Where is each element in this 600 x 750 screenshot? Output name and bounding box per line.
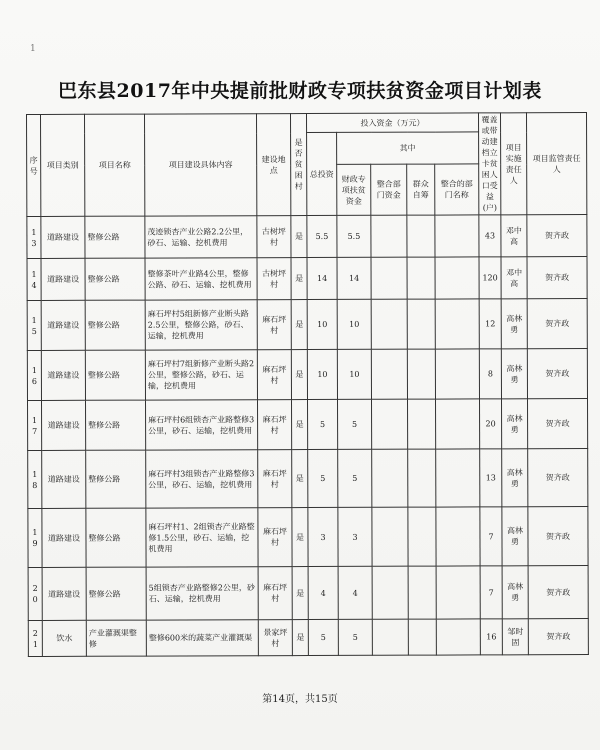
cell-dept-name — [435, 299, 479, 349]
cell-households: 13 — [480, 449, 502, 507]
cell-implementer: 邓中高 — [501, 257, 527, 299]
header-of-which: 其中 — [337, 132, 479, 164]
cell-self — [408, 566, 436, 619]
cell-location: 古树坪村 — [257, 258, 291, 300]
cell-seq: 18 — [28, 450, 42, 508]
cell-total: 10 — [307, 349, 337, 399]
cell-content: 5组锁杏产业路整修2公里，砂石、运输，挖机费用 — [146, 567, 258, 620]
cell-seq: 14 — [27, 258, 41, 300]
cell-dept — [372, 566, 408, 619]
cell-implementer: 高林勇 — [502, 449, 528, 507]
cell-fiscal: 10 — [337, 299, 371, 349]
header-poor-village: 是否贫困村 — [291, 114, 307, 216]
cell-category: 道路建设 — [41, 300, 85, 350]
header-self-raised: 群众自筹 — [407, 164, 435, 215]
cell-households: 12 — [479, 299, 501, 349]
table-row — [28, 507, 588, 568]
table-row — [28, 619, 588, 657]
cell-fiscal: 5 — [338, 449, 372, 507]
cell-self — [408, 449, 436, 507]
cell-households: 43 — [479, 215, 501, 257]
cell-implementer: 高林勇 — [502, 566, 528, 619]
cell-supervisor: 贺齐政 — [528, 566, 588, 619]
table-row — [27, 349, 587, 401]
cell-implementer: 高林勇 — [502, 399, 528, 449]
cell-location: 麻石坪村 — [257, 400, 291, 450]
page-footer: 第14页，共15页 — [262, 694, 338, 705]
table-row — [27, 257, 587, 301]
header-integrated-dept-name: 整合的部门名称 — [435, 164, 479, 215]
cell-poor: 是 — [292, 567, 308, 620]
cell-dept-name — [435, 257, 479, 299]
cell-fiscal: 3 — [338, 507, 372, 566]
cell-fiscal: 14 — [337, 257, 371, 299]
cell-supervisor: 贺齐政 — [528, 507, 588, 566]
cell-location: 景家坪村 — [258, 620, 292, 656]
header-integrated-dept-fund: 整合部门资金 — [371, 164, 407, 215]
cell-poor: 是 — [292, 450, 308, 508]
cell-total: 14 — [307, 257, 337, 299]
cell-households: 20 — [480, 399, 502, 449]
cell-seq: 15 — [27, 300, 41, 350]
cell-content: 茂迹锁杏产业公路2.2公里，砂石、运输、挖机费用 — [145, 216, 257, 258]
cell-fiscal: 4 — [338, 566, 372, 619]
cell-households: 7 — [480, 507, 502, 566]
cell-dept — [371, 215, 407, 257]
cell-dept — [371, 257, 407, 299]
cell-total: 5 — [307, 399, 337, 449]
cell-dept-name — [436, 566, 480, 619]
cell-content: 麻石坪村6组锁杏产业路整修3公里，砂石、运输，挖机费用 — [145, 400, 257, 450]
cell-supervisor: 贺齐政 — [527, 257, 587, 299]
cell-dept-name — [436, 619, 480, 655]
cell-location: 麻石坪村 — [258, 567, 292, 620]
cell-total: 5 — [308, 619, 338, 655]
header-investment: 投入资金（万元） — [307, 113, 479, 133]
cell-location: 麻石坪村 — [257, 350, 291, 400]
cell-content: 整修茶叶产业路4公里，整修公路、砂石、运输、挖机费用 — [145, 258, 257, 300]
cell-category: 饮水 — [42, 620, 86, 656]
cell-dept — [372, 449, 408, 507]
cell-self — [407, 257, 435, 299]
cell-poor: 是 — [291, 216, 307, 258]
cell-self — [408, 507, 436, 566]
header-households: 覆盖或带动建档立卡贫困人口受益(户) — [479, 113, 501, 215]
cell-implementer: 邹时固 — [502, 619, 528, 655]
cell-supervisor: 贺齐政 — [527, 349, 587, 399]
corner-mark: 1 — [30, 44, 40, 54]
cell-category: 道路建设 — [42, 450, 86, 508]
header-location: 建设地点 — [257, 114, 291, 216]
cell-fiscal: 5 — [338, 619, 372, 655]
cell-name: 整修公路 — [85, 216, 145, 258]
cell-name: 整修公路 — [85, 258, 145, 300]
header-implementer: 项目实施责任人 — [501, 113, 527, 215]
cell-seq: 21 — [28, 620, 42, 656]
cell-content: 麻石坪村3组锁杏产业路整修3公里，砂石、运输，挖机费用 — [146, 450, 258, 508]
cell-name: 整修公路 — [85, 350, 145, 400]
cell-category: 道路建设 — [41, 400, 85, 450]
cell-location: 麻石坪村 — [257, 300, 291, 350]
cell-location: 麻石坪村 — [258, 450, 292, 508]
cell-poor: 是 — [291, 350, 307, 400]
cell-location: 麻石坪村 — [258, 508, 292, 567]
cell-households: 120 — [479, 257, 501, 299]
cell-seq: 13 — [27, 216, 41, 258]
cell-content: 整修600米的蔬菜产业灌溉渠 — [146, 620, 258, 656]
cell-seq: 20 — [28, 567, 42, 620]
header-name: 项目名称 — [85, 114, 145, 216]
cell-implementer: 高林勇 — [502, 507, 528, 566]
cell-self — [407, 399, 435, 449]
cell-total: 3 — [308, 507, 338, 566]
header-content: 项目建设具体内容 — [145, 114, 257, 216]
cell-supervisor: 贺齐政 — [527, 215, 587, 257]
cell-total: 5.5 — [307, 215, 337, 257]
page-title: 巴东县2017年中央提前批财政专项扶贫资金项目计划表 — [58, 80, 542, 102]
cell-self — [408, 619, 436, 655]
cell-dept — [371, 399, 407, 449]
cell-seq: 17 — [28, 400, 42, 450]
cell-dept-name — [436, 507, 480, 566]
table-row — [27, 299, 587, 351]
cell-poor: 是 — [291, 300, 307, 350]
cell-dept — [372, 619, 408, 655]
cell-name: 产业灌溉渠整修 — [86, 620, 146, 656]
cell-total: 5 — [308, 449, 338, 507]
table-row — [28, 399, 588, 451]
cell-poor: 是 — [291, 258, 307, 300]
header-row — [27, 113, 587, 134]
header-supervisor: 项目监管责任人 — [527, 113, 587, 215]
cell-dept-name — [435, 215, 479, 257]
table-row — [28, 566, 588, 621]
cell-poor: 是 — [291, 400, 307, 450]
cell-dept — [372, 507, 408, 566]
cell-supervisor: 贺齐政 — [528, 449, 588, 507]
cell-poor: 是 — [292, 508, 308, 567]
header-fiscal-fund: 财政专项扶贫资金 — [337, 164, 371, 215]
cell-category: 道路建设 — [41, 350, 85, 400]
cell-content: 麻石坪村5组新修产业断头路2.5公里，整修公路，砂石、运输，挖机费用 — [145, 300, 257, 350]
header-seq: 序号 — [27, 114, 41, 216]
cell-category: 道路建设 — [41, 258, 85, 300]
cell-supervisor: 贺齐政 — [527, 299, 587, 349]
cell-content: 麻石坪村1、2组锁杏产业路整修1.5公里，砂石、运输，挖机费用 — [146, 508, 258, 567]
table-row — [28, 449, 588, 509]
cell-name: 整修公路 — [85, 300, 145, 350]
cell-supervisor: 贺齐政 — [528, 399, 588, 449]
cell-implementer: 高林勇 — [501, 299, 527, 349]
cell-dept — [371, 299, 407, 349]
cell-households: 7 — [480, 566, 502, 619]
cell-dept-name — [435, 399, 479, 449]
cell-households: 8 — [479, 349, 501, 399]
cell-category: 道路建设 — [41, 216, 85, 258]
cell-total: 4 — [308, 566, 338, 619]
cell-category: 道路建设 — [42, 567, 86, 620]
header-total: 总投资 — [307, 132, 337, 215]
table-row — [27, 215, 587, 259]
cell-self — [407, 299, 435, 349]
cell-fiscal: 5 — [337, 399, 371, 449]
cell-self — [407, 349, 435, 399]
header-category: 项目类别 — [41, 114, 85, 216]
cell-poor: 是 — [292, 620, 308, 656]
project-plan-table — [26, 112, 589, 657]
cell-total: 10 — [307, 299, 337, 349]
cell-category: 道路建设 — [42, 508, 86, 567]
cell-name: 整修公路 — [86, 508, 146, 567]
cell-fiscal: 5.5 — [337, 215, 371, 257]
cell-households: 16 — [480, 619, 502, 655]
cell-dept — [371, 349, 407, 399]
cell-implementer: 高林勇 — [501, 349, 527, 399]
cell-fiscal: 10 — [337, 349, 371, 399]
cell-seq: 19 — [28, 508, 42, 567]
cell-name: 整修公路 — [86, 450, 146, 508]
cell-supervisor: 贺齐政 — [528, 619, 588, 655]
cell-dept-name — [436, 449, 480, 507]
cell-name: 整修公路 — [85, 400, 145, 450]
cell-implementer: 邓中高 — [501, 215, 527, 257]
cell-content: 麻石坪村7组新修产业断头路2公里，整修公路，砂石、运输，挖机费用 — [145, 350, 257, 400]
cell-dept-name — [435, 349, 479, 399]
cell-name: 整修公路 — [86, 567, 146, 620]
cell-seq: 16 — [27, 350, 41, 400]
cell-self — [407, 215, 435, 257]
cell-location: 古树坪村 — [257, 216, 291, 258]
